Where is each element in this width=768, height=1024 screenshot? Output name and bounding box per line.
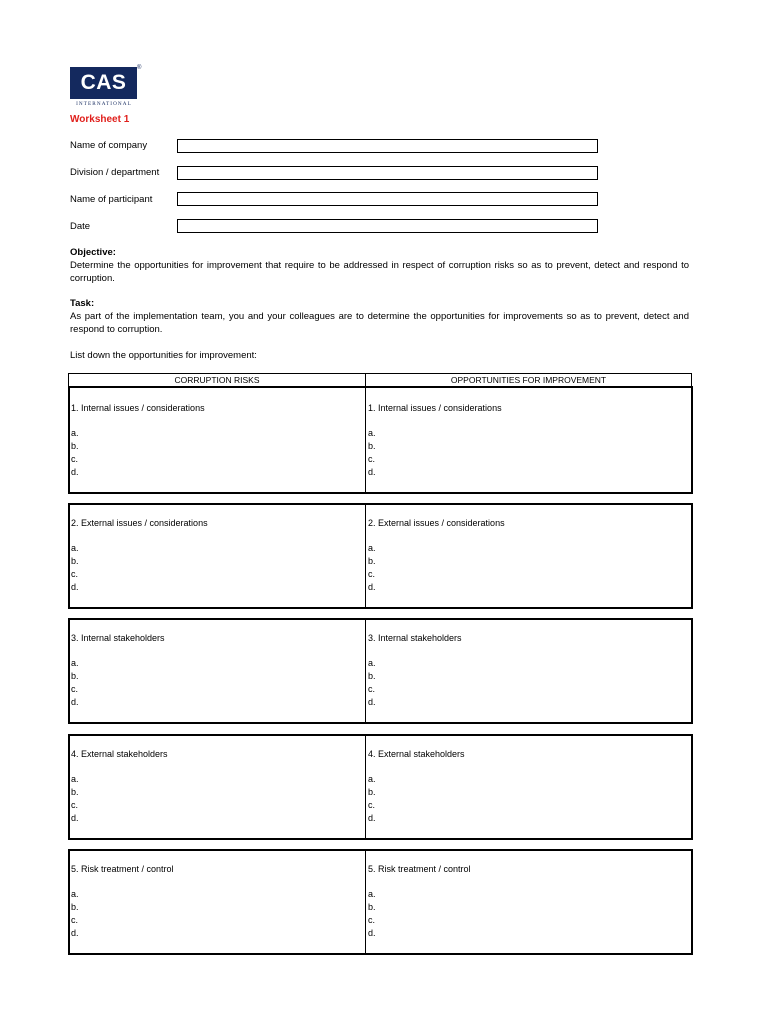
list-item: b. (368, 441, 376, 451)
list-item: d. (71, 582, 79, 592)
section-title: 4. External stakeholders (368, 749, 465, 759)
list-item: d. (368, 928, 376, 938)
objective-text: Determine the opportunities for improvement that require to be addressed in respect of corruption risks so as to prevent, detect and respond to corruption. (70, 260, 689, 284)
logo-mark: CAS (70, 67, 137, 99)
section-internal-stakeholders (68, 618, 693, 724)
list-item: b. (71, 671, 79, 681)
list-item: a. (368, 658, 376, 668)
risks-cell[interactable] (70, 388, 366, 492)
section-risk-treatment (68, 849, 693, 955)
list-item: d. (71, 928, 79, 938)
company-name-label: Name of company (70, 140, 148, 151)
list-item: d. (368, 467, 376, 477)
header-corruption-risks: CORRUPTION RISKS (69, 374, 366, 387)
logo-subtitle: INTERNATIONAL (76, 101, 132, 107)
list-item: b. (71, 902, 79, 912)
task-heading: Task: (70, 298, 95, 309)
opportunities-cell[interactable] (367, 388, 691, 492)
section-title: 5. Risk treatment / control (71, 864, 174, 874)
list-item: c. (71, 684, 79, 694)
list-item: d. (71, 813, 79, 823)
list-item: b. (71, 556, 79, 566)
list-item: c. (71, 454, 79, 464)
section-title: 4. External stakeholders (71, 749, 168, 759)
section-title: 2. External issues / considerations (368, 518, 505, 528)
list-item: c. (368, 800, 376, 810)
list-item: b. (71, 441, 79, 451)
section-internal-issues (68, 386, 693, 494)
list-item: b. (368, 556, 376, 566)
list-item: a. (71, 774, 79, 784)
task-section (70, 297, 689, 336)
division-label: Division / department (70, 167, 160, 178)
section-title: 3. Internal stakeholders (71, 633, 165, 643)
section-title: 5. Risk treatment / control (368, 864, 471, 874)
list-item: a. (368, 428, 376, 438)
division-field[interactable] (177, 166, 598, 180)
list-item: a. (71, 889, 79, 899)
participant-name-label: Name of participant (70, 194, 153, 205)
list-item: c. (368, 569, 376, 579)
section-title: 3. Internal stakeholders (368, 633, 462, 643)
list-prompt: List down the opportunities for improvement: (70, 350, 257, 361)
list-item: d. (368, 697, 376, 707)
list-item: c. (368, 454, 376, 464)
opportunities-cell[interactable] (367, 851, 691, 953)
list-item: b. (368, 787, 376, 797)
company-name-field[interactable] (177, 139, 598, 153)
cas-logo (70, 67, 142, 109)
date-field[interactable] (177, 219, 598, 233)
list-item: a. (71, 543, 79, 553)
list-item: a. (71, 658, 79, 668)
task-text: As part of the implementation team, you and your colleagues are to determine the opportunities for improvements so as to prevent, detect and respond to corruption. (70, 311, 689, 335)
list-item: d. (368, 813, 376, 823)
list-item: b. (71, 787, 79, 797)
logo-registered-mark: ® (137, 65, 142, 71)
list-item: c. (368, 684, 376, 694)
list-item: a. (71, 428, 79, 438)
list-item: d. (71, 697, 79, 707)
objective-section (70, 246, 689, 285)
worksheet-title: Worksheet 1 (70, 114, 130, 125)
list-item: b. (368, 902, 376, 912)
opportunities-cell[interactable] (367, 620, 691, 722)
risks-cell[interactable] (70, 851, 366, 953)
list-item: c. (368, 915, 376, 925)
list-item: d. (71, 467, 79, 477)
list-item: a. (368, 889, 376, 899)
list-item: c. (71, 915, 79, 925)
opportunities-cell[interactable] (367, 736, 691, 838)
section-title: 2. External issues / considerations (71, 518, 208, 528)
list-item: d. (368, 582, 376, 592)
date-label: Date (70, 221, 91, 232)
list-item: c. (71, 569, 79, 579)
objective-heading: Objective: (70, 247, 116, 258)
list-item: a. (368, 774, 376, 784)
risks-cell[interactable] (70, 505, 366, 607)
opportunities-cell[interactable] (367, 505, 691, 607)
section-external-issues (68, 503, 693, 609)
header-opportunities: OPPORTUNITIES FOR IMPROVEMENT (450, 375, 607, 385)
participant-name-field[interactable] (177, 192, 598, 206)
section-external-stakeholders (68, 734, 693, 840)
list-item: b. (368, 671, 376, 681)
section-title: 1. Internal issues / considerations (71, 403, 205, 413)
list-item: c. (71, 800, 79, 810)
table-header (68, 373, 692, 387)
list-item: a. (368, 543, 376, 553)
section-title: 1. Internal issues / considerations (368, 403, 502, 413)
risks-cell[interactable] (70, 620, 366, 722)
risks-cell[interactable] (70, 736, 366, 838)
